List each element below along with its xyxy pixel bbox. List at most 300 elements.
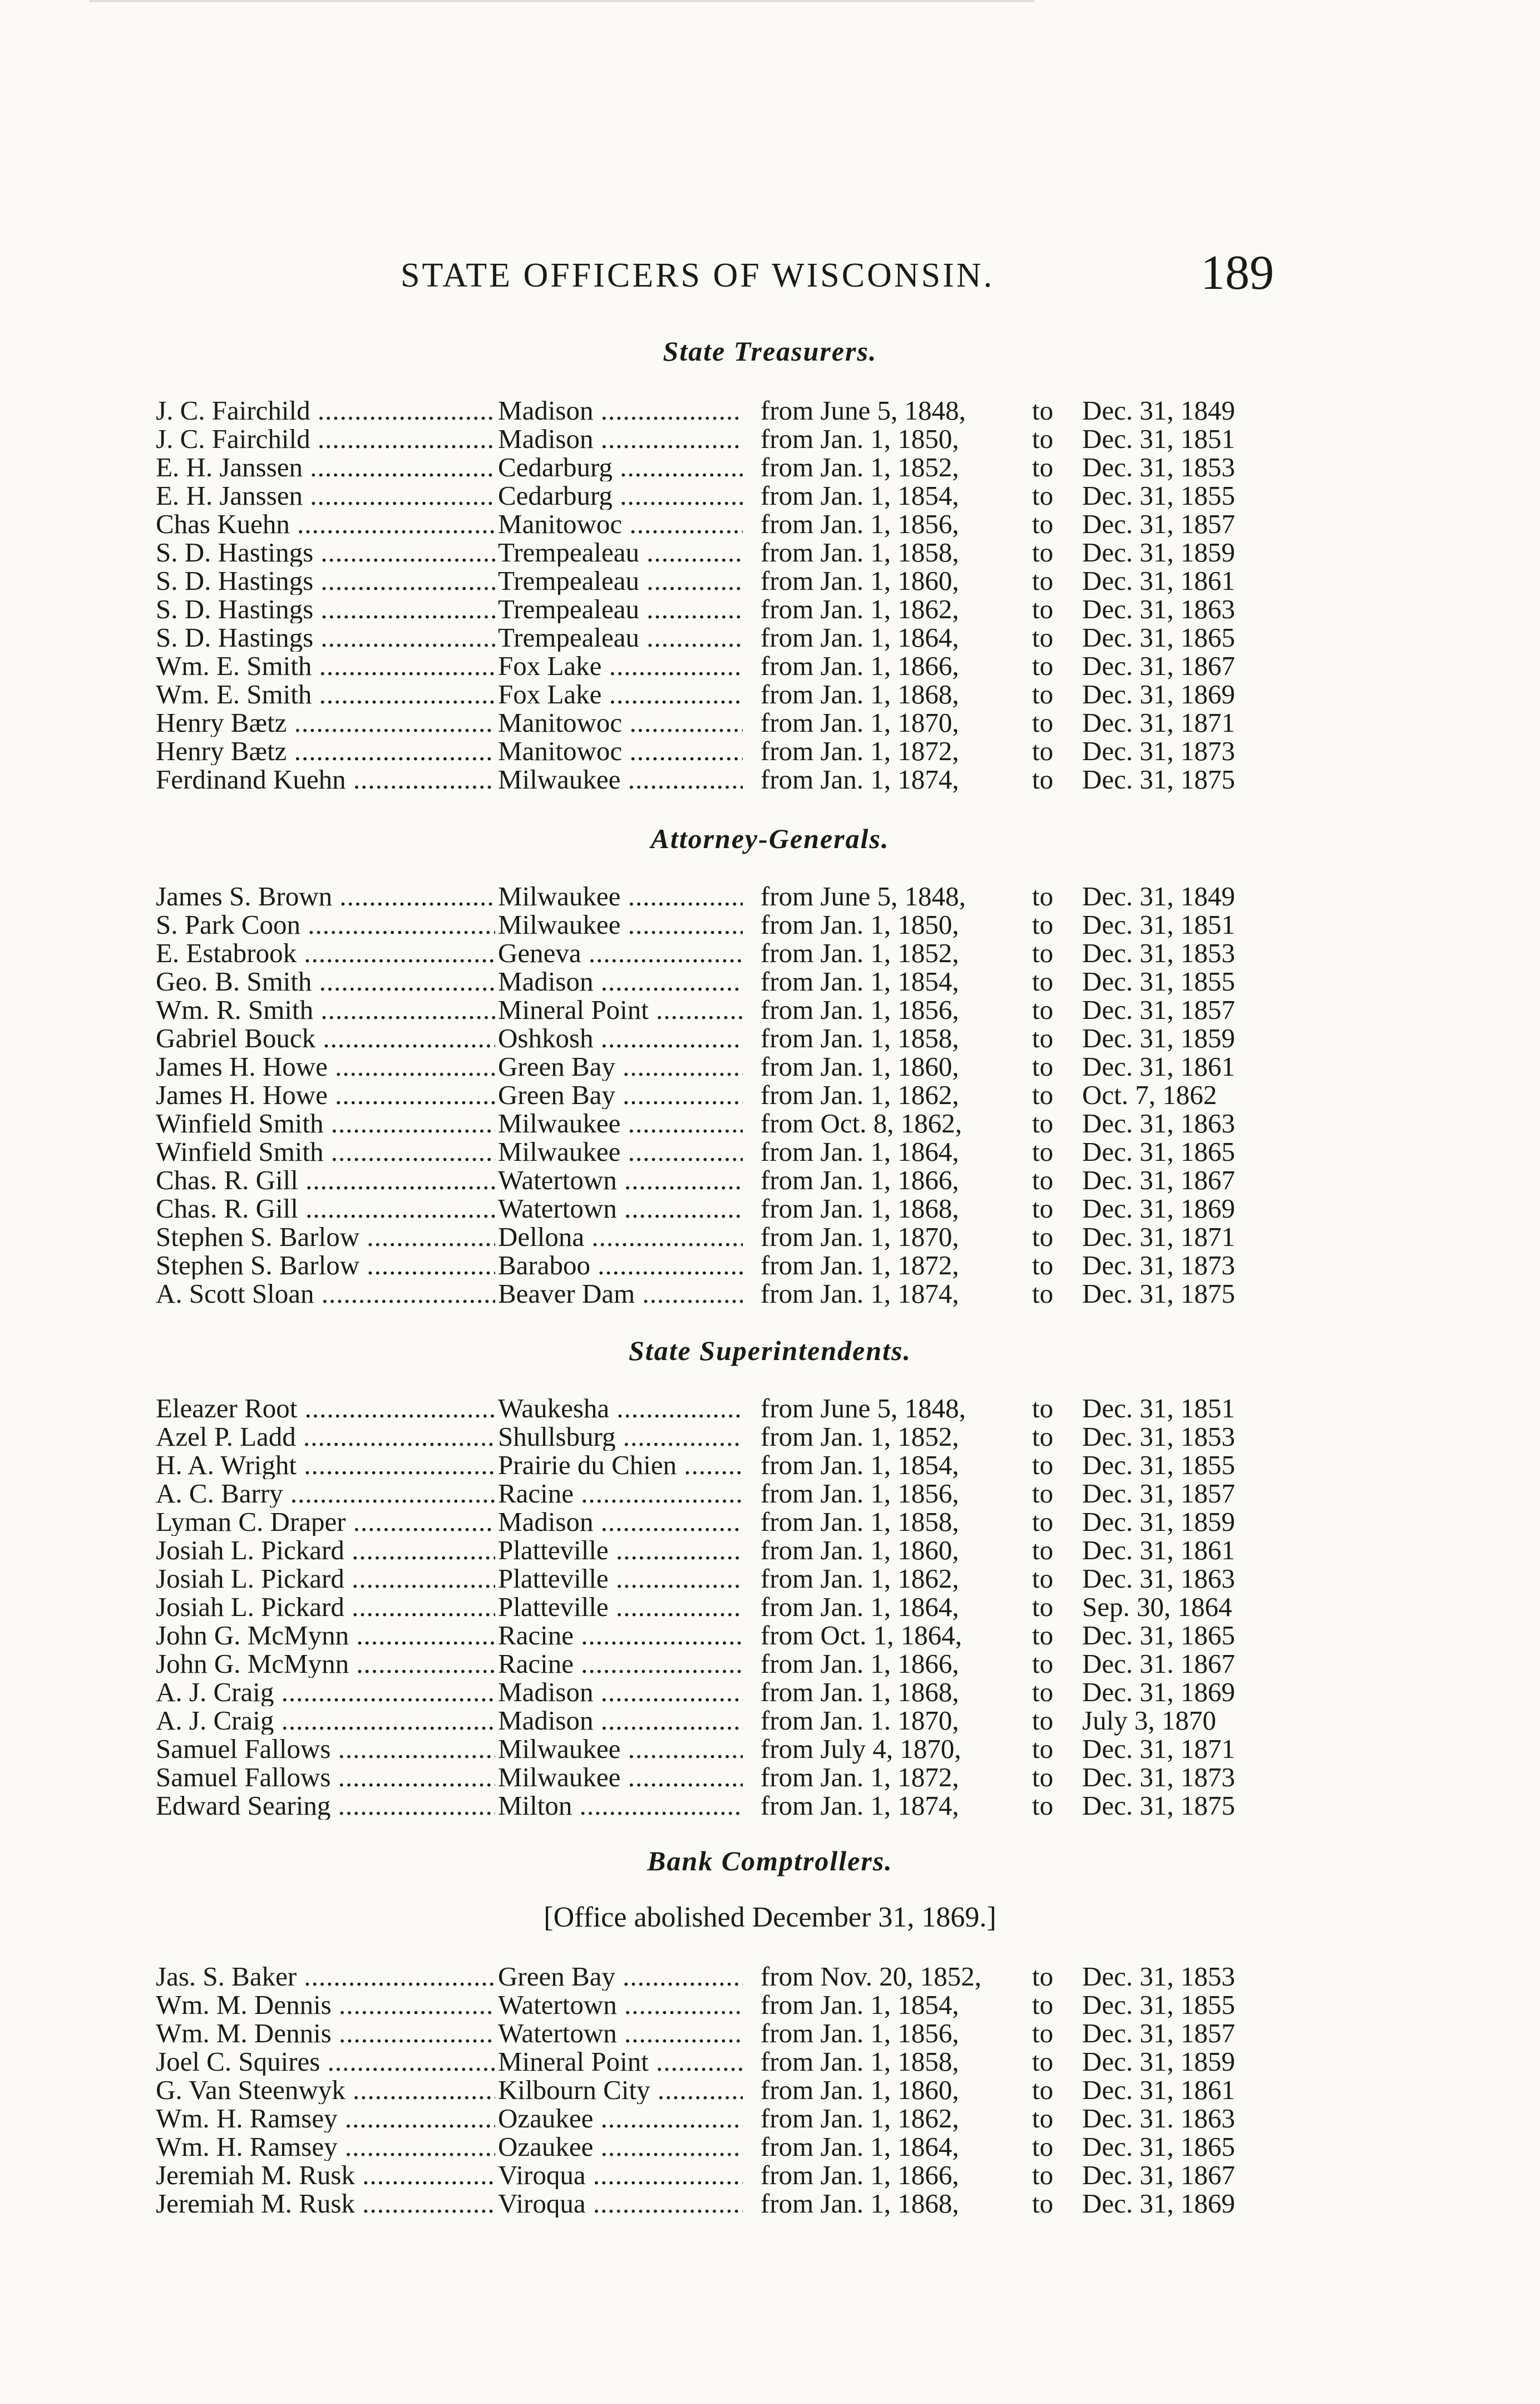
term-start: from Oct. 8, 1862, [761,1108,962,1139]
officer-name: Samuel Fallows ..... [156,1763,495,1791]
term-end: Dec. 31, 1867 [1082,1165,1235,1195]
term-to-word: to [1032,1221,1054,1252]
residence-place: Trempealeau ..... [498,623,743,652]
term-start: from Jan. 1, 1856, [761,509,959,539]
term-end: Dec. 31, 1873 [1082,1762,1235,1792]
section-title-state-superintendents: State Superintendents. [629,1335,911,1366]
officer-name: J. C. Fairchild ..... [156,396,495,425]
residence-place: Milwaukee ..... [498,765,743,794]
term-start: from Jan. 1, 1864, [761,622,959,653]
term-end: Dec. 31, 1859 [1082,537,1235,568]
residence-place: Viroqua ..... [498,2161,743,2189]
term-end: July 3, 1870 [1082,1705,1216,1736]
term-to-word: to [1032,480,1054,511]
top-edge-rule [89,0,1035,2]
section-title-attorney-generals: Attorney-Generals. [650,823,890,854]
term-start: from June 5, 1848, [761,1393,966,1423]
officer-name: Josiah L. Pickard ..... [156,1564,495,1593]
term-end: Dec. 31, 1867 [1082,2160,1235,2190]
term-to-word: to [1032,2131,1054,2162]
section-note-office-abolished: [Office abolished December 31, 1869.] [544,1901,996,1933]
term-end: Dec. 31. 1863 [1082,2103,1235,2134]
term-to-word: to [1032,938,1054,968]
term-end: Dec. 31, 1871 [1082,1221,1235,1252]
term-start: from Jan. 1, 1854, [761,1989,959,2020]
term-start: from Jan. 1, 1862, [761,1080,959,1110]
term-to-word: to [1032,1705,1054,1736]
residence-place: Trempealeau ..... [498,595,743,623]
residence-place: Baraboo ..... [498,1251,743,1279]
term-to-word: to [1032,707,1054,738]
officer-name: Stephen S. Barlow ..... [156,1223,495,1251]
residence-place: Waukesha ..... [498,1394,743,1422]
table-row [156,1137,1268,1166]
term-to-word: to [1032,2160,1054,2190]
officer-name: S. Park Coon ..... [156,910,495,939]
residence-place: Milwaukee ..... [498,1763,743,1791]
term-start: from Jan. 1, 1866, [761,1648,959,1679]
residence-place: Milwaukee ..... [498,1109,743,1137]
term-to-word: to [1032,1250,1054,1280]
term-end: Dec. 31, 1867 [1082,651,1235,681]
term-end: Dec. 31, 1849 [1082,395,1235,426]
term-end: Dec. 31, 1869 [1082,2188,1235,2219]
table-row [156,1081,1268,1109]
officer-name: Henry Bætz ..... [156,737,495,765]
term-start: from Oct. 1, 1864, [761,1620,962,1651]
term-end: Dec. 31, 1859 [1082,1023,1235,1053]
term-start: from Nov. 20, 1852, [761,1961,981,1992]
officer-name: Chas Kuehn ..... [156,510,495,538]
term-to-word: to [1032,881,1054,912]
term-end: Dec. 31, 1875 [1082,1790,1235,1821]
term-end: Dec. 31, 1859 [1082,2046,1235,2077]
table-row [156,1479,1268,1508]
term-start: from Jan. 1, 1852, [761,1421,959,1452]
officer-name: Wm. E. Smith ..... [156,680,495,708]
term-to-word: to [1032,1790,1054,1821]
officer-name: Wm. H. Ramsey ..... [156,2132,495,2161]
residence-place: Viroqua ..... [498,2189,743,2218]
table-row [156,1991,1268,2019]
table-row [156,2047,1268,2076]
section-title-bank-comptrollers: Bank Comptrollers. [647,1845,893,1876]
term-start: from Jan. 1, 1872, [761,1250,959,1280]
term-to-word: to [1032,966,1054,997]
officer-name: Josiah L. Pickard ..... [156,1593,495,1621]
term-start: from Jan. 1, 1862, [761,1563,959,1594]
term-start: from Jan. 1, 1856, [761,2018,959,2048]
officer-name: Chas. R. Gill ..... [156,1194,495,1223]
table-row [156,939,1268,967]
term-start: from Jan. 1, 1854, [761,480,959,511]
table-row [156,1564,1268,1593]
term-start: from Jan. 1, 1854, [761,966,959,997]
term-end: Dec. 31, 1855 [1082,1450,1235,1480]
term-end: Dec. 31, 1857 [1082,1478,1235,1509]
officer-name: Gabriel Bouck ..... [156,1024,495,1052]
term-end: Dec. 31, 1853 [1082,452,1235,482]
term-start: from July 4, 1870, [761,1733,961,1764]
table-bank-comptrollers [156,1962,1268,2218]
table-row [156,1279,1268,1308]
term-to-word: to [1032,2046,1054,2077]
term-end: Dec. 31, 1875 [1082,1278,1235,1309]
table-row [156,2019,1268,2047]
term-start: from Jan. 1, 1874, [761,764,959,795]
residence-place: Geneva ..... [498,939,743,967]
table-row [156,2104,1268,2132]
section-title-state-treasurers: State Treasurers. [663,336,877,367]
term-end: Dec. 31, 1853 [1082,1961,1235,1992]
term-to-word: to [1032,1648,1054,1679]
residence-place: Racine ..... [498,1649,743,1678]
residence-place: Kilbourn City ..... [498,2076,743,2104]
officer-name: John G. McMynn ..... [156,1649,495,1678]
residence-place: Ozaukee ..... [498,2132,743,2161]
term-to-word: to [1032,2018,1054,2048]
officer-name: Wm. H. Ramsey ..... [156,2104,495,2132]
officer-name: A. C. Barry ..... [156,1479,495,1508]
officer-name: Geo. B. Smith ..... [156,967,495,996]
officer-name: Eleazer Root ..... [156,1394,495,1422]
term-start: from Jan. 1, 1856, [761,994,959,1025]
table-row [156,1508,1268,1536]
officer-name: James H. Howe ..... [156,1052,495,1081]
table-row [156,1394,1268,1422]
residence-place: Watertown ..... [498,1194,743,1223]
term-start: from Jan. 1, 1866, [761,651,959,681]
table-row [156,1593,1268,1621]
table-row [156,1422,1268,1451]
table-row [156,1735,1268,1763]
table-state-treasurers [156,396,1268,794]
term-start: from Jan. 1, 1860, [761,1535,959,1565]
term-to-word: to [1032,651,1054,681]
table-row [156,910,1268,939]
table-row [156,1962,1268,1991]
term-start: from Jan. 1, 1860, [761,1051,959,1082]
term-end: Dec. 31, 1855 [1082,480,1235,511]
term-to-word: to [1032,622,1054,653]
officer-name: Edward Searing ..... [156,1791,495,1820]
residence-place: Trempealeau ..... [498,566,743,595]
officer-name: Wm. M. Dennis ..... [156,1991,495,2019]
term-start: from Jan. 1, 1854, [761,1450,959,1480]
term-end: Dec. 31, 1859 [1082,1506,1235,1537]
term-to-word: to [1032,565,1054,596]
table-row [156,708,1268,737]
term-start: from Jan. 1, 1872, [761,1762,959,1792]
residence-place: Mineral Point ..... [498,2047,743,2076]
residence-place: Madison ..... [498,1678,743,1706]
residence-place: Platteville ..... [498,1593,743,1621]
term-end: Dec. 31, 1861 [1082,565,1235,596]
page-number: 189 [1201,246,1274,300]
table-row [156,996,1268,1024]
table-row [156,2189,1268,2218]
officer-name: S. D. Hastings ..... [156,538,495,566]
term-to-word: to [1032,1450,1054,1480]
term-end: Dec. 31, 1869 [1082,1193,1235,1224]
term-to-word: to [1032,1478,1054,1509]
residence-place: Green Bay ..... [498,1962,743,1991]
term-end: Dec. 31, 1875 [1082,764,1235,795]
term-to-word: to [1032,1193,1054,1224]
table-state-superintendents [156,1394,1268,1820]
table-row [156,1536,1268,1564]
term-end: Dec. 31, 1873 [1082,736,1235,766]
term-end: Dec. 31, 1865 [1082,1136,1235,1167]
term-start: from Jan. 1, 1858, [761,2046,959,2077]
term-start: from Jan. 1, 1862, [761,594,959,624]
term-start: from Jan. 1, 1858, [761,1506,959,1537]
residence-place: Manitowoc ..... [498,708,743,737]
table-row [156,1649,1268,1678]
term-start: from Jan. 1, 1870, [761,707,959,738]
residence-place: Platteville ..... [498,1536,743,1564]
officer-name: Jeremiah M. Rusk ..... [156,2189,495,2218]
residence-place: Cedarburg ..... [498,453,743,481]
term-end: Dec. 31, 1863 [1082,1563,1235,1594]
officer-name: A. J. Craig ..... [156,1678,495,1706]
term-end: Dec. 31, 1865 [1082,1620,1235,1651]
page-header [401,245,1274,306]
officer-name: Joel C. Squires ..... [156,2047,495,2076]
term-end: Sep. 30, 1864 [1082,1592,1232,1622]
officer-name: S. D. Hastings ..... [156,595,495,623]
term-to-word: to [1032,1592,1054,1622]
term-to-word: to [1032,2103,1054,2134]
term-end: Dec. 31, 1851 [1082,423,1235,454]
term-start: from Jan. 1, 1872, [761,736,959,766]
residence-place: Manitowoc ..... [498,510,743,538]
term-end: Dec. 31, 1853 [1082,938,1235,968]
residence-place: Milwaukee ..... [498,1735,743,1763]
term-end: Dec. 31, 1869 [1082,1677,1235,1707]
officer-name: Winfield Smith ..... [156,1109,495,1137]
term-start: from Jan. 1, 1868, [761,1677,959,1707]
term-end: Dec. 31, 1857 [1082,2018,1235,2048]
officer-name: James S. Brown ..... [156,882,495,910]
table-row [156,510,1268,538]
officer-name: James H. Howe ..... [156,1081,495,1109]
officer-name: Jeremiah M. Rusk ..... [156,2161,495,2189]
officer-name: John G. McMynn ..... [156,1621,495,1649]
term-to-word: to [1032,1677,1054,1707]
officer-name: Jas. S. Baker ..... [156,1962,495,1991]
table-row [156,2132,1268,2161]
term-to-word: to [1032,1762,1054,1792]
term-start: from Jan. 1, 1850, [761,909,959,940]
residence-place: Mineral Point ..... [498,996,743,1024]
term-start: from Jan. 1, 1860, [761,565,959,596]
table-attorney-generals [156,882,1268,1308]
term-start: from Jan. 1, 1856, [761,1478,959,1509]
term-end: Dec. 31, 1857 [1082,994,1235,1025]
table-row [156,1194,1268,1223]
residence-place: Racine ..... [498,1621,743,1649]
term-to-word: to [1032,1393,1054,1423]
table-row [156,623,1268,652]
table-row [156,1052,1268,1081]
term-end: Dec. 31, 1851 [1082,909,1235,940]
residence-place: Watertown ..... [498,1991,743,2019]
table-row [156,967,1268,996]
officer-name: H. A. Wright ..... [156,1451,495,1479]
term-start: from Jan. 1, 1864, [761,1592,959,1622]
residence-place: Green Bay ..... [498,1052,743,1081]
term-end: Dec. 31, 1871 [1082,707,1235,738]
officer-name: Ferdinand Kuehn ..... [156,765,495,794]
residence-place: Manitowoc ..... [498,737,743,765]
residence-place: Watertown ..... [498,1166,743,1194]
residence-place: Platteville ..... [498,1564,743,1593]
table-row [156,1451,1268,1479]
term-to-word: to [1032,1961,1054,1992]
term-start: from Jan. 1, 1874, [761,1790,959,1821]
officer-name: A. Scott Sloan ..... [156,1279,495,1308]
residence-place: Milwaukee ..... [498,910,743,939]
term-start: from Jan. 1, 1868, [761,2188,959,2219]
term-to-word: to [1032,594,1054,624]
officer-name: S. D. Hastings ..... [156,566,495,595]
officer-name: E. Estabrook ..... [156,939,495,967]
term-end: Dec. 31, 1865 [1082,2131,1235,2162]
term-to-word: to [1032,1535,1054,1565]
term-end: Dec. 31, 1871 [1082,1733,1235,1764]
term-end: Dec. 31, 1863 [1082,1108,1235,1139]
officer-name: Wm. E. Smith ..... [156,652,495,680]
table-row [156,1223,1268,1251]
officer-name: Winfield Smith ..... [156,1137,495,1166]
residence-place: Milwaukee ..... [498,1137,743,1166]
residence-place: Fox Lake ..... [498,652,743,680]
term-to-word: to [1032,1733,1054,1764]
officer-name: Josiah L. Pickard ..... [156,1536,495,1564]
term-end: Dec. 31, 1851 [1082,1393,1235,1423]
officer-name: Wm. R. Smith ..... [156,996,495,1024]
table-row [156,453,1268,481]
term-start: from Jan. 1. 1870, [761,1705,959,1736]
residence-place: Racine ..... [498,1479,743,1508]
term-start: from Jan. 1, 1868, [761,679,959,710]
term-to-word: to [1032,1023,1054,1053]
term-end: Dec. 31, 1861 [1082,1535,1235,1565]
residence-place: Green Bay ..... [498,1081,743,1109]
term-start: from Jan. 1, 1864, [761,1136,959,1167]
residence-place: Dellona ..... [498,1223,743,1251]
term-start: from Jan. 1, 1852, [761,938,959,968]
residence-place: Fox Lake ..... [498,680,743,708]
term-end: Oct. 7, 1862 [1082,1080,1217,1110]
term-start: from Jan. 1, 1852, [761,452,959,482]
term-to-word: to [1032,2188,1054,2219]
residence-place: Madison ..... [498,967,743,996]
residence-place: Trempealeau ..... [498,538,743,566]
residence-place: Ozaukee ..... [498,2104,743,2132]
term-end: Dec. 31, 1861 [1082,1051,1235,1082]
table-row [156,1763,1268,1791]
officer-name: Stephen S. Barlow ..... [156,1251,495,1279]
officer-name: Lyman C. Draper ..... [156,1508,495,1536]
table-row [156,481,1268,510]
table-row [156,680,1268,708]
term-start: from June 5, 1848, [761,881,966,912]
term-to-word: to [1032,1080,1054,1110]
term-end: Dec. 31, 1849 [1082,881,1235,912]
officer-name: Wm. M. Dennis ..... [156,2019,495,2047]
term-end: Dec. 31, 1857 [1082,509,1235,539]
term-start: from Jan. 1, 1866, [761,1165,959,1195]
residence-place: Madison ..... [498,396,743,425]
residence-place: Cedarburg ..... [498,481,743,510]
term-end: Dec. 31, 1855 [1082,1989,1235,2020]
term-end: Dec. 31, 1855 [1082,966,1235,997]
officer-name: Samuel Fallows ..... [156,1735,495,1763]
term-to-word: to [1032,1563,1054,1594]
officer-name: A. J. Craig ..... [156,1706,495,1735]
term-to-word: to [1032,764,1054,795]
residence-place: Madison ..... [498,1508,743,1536]
term-end: Dec. 31, 1869 [1082,679,1235,710]
term-end: Dec. 31, 1865 [1082,622,1235,653]
officer-name: J. C. Fairchild ..... [156,425,495,453]
officer-name: E. H. Janssen ..... [156,453,495,481]
table-row [156,1109,1268,1137]
officer-name: Chas. R. Gill ..... [156,1166,495,1194]
term-start: from Jan. 1, 1874, [761,1278,959,1309]
table-row [156,1251,1268,1279]
table-row [156,1166,1268,1194]
term-to-word: to [1032,1165,1054,1195]
table-row [156,1791,1268,1820]
term-to-word: to [1032,423,1054,454]
officer-name: Henry Bætz ..... [156,708,495,737]
officer-name: G. Van Steenwyk ..... [156,2076,495,2104]
table-row [156,737,1268,765]
term-to-word: to [1032,994,1054,1025]
residence-place: Oshkosh ..... [498,1024,743,1052]
table-row [156,652,1268,680]
term-to-word: to [1032,1989,1054,2020]
term-start: from Jan. 1, 1858, [761,1023,959,1053]
term-start: from Jan. 1, 1850, [761,423,959,454]
term-to-word: to [1032,736,1054,766]
term-to-word: to [1032,1136,1054,1167]
term-start: from Jan. 1, 1864, [761,2131,959,2162]
term-to-word: to [1032,1278,1054,1309]
term-to-word: to [1032,452,1054,482]
table-row [156,2161,1268,2189]
term-start: from Jan. 1, 1866, [761,2160,959,2190]
running-title: STATE OFFICERS OF WISCONSIN. [401,257,995,294]
term-end: Dec. 31, 1873 [1082,1250,1235,1280]
term-start: from Jan. 1, 1860, [761,2075,959,2105]
table-row [156,538,1268,566]
residence-place: Watertown ..... [498,2019,743,2047]
term-to-word: to [1032,1421,1054,1452]
table-row [156,1678,1268,1706]
term-to-word: to [1032,509,1054,539]
officer-name: E. H. Janssen ..... [156,481,495,510]
residence-place: Madison ..... [498,425,743,453]
residence-place: Shullsburg ..... [498,1422,743,1451]
officer-name: Azel P. Ladd ..... [156,1422,495,1451]
term-start: from Jan. 1, 1870, [761,1221,959,1252]
term-end: Dec. 31. 1867 [1082,1648,1235,1679]
table-row [156,1706,1268,1735]
